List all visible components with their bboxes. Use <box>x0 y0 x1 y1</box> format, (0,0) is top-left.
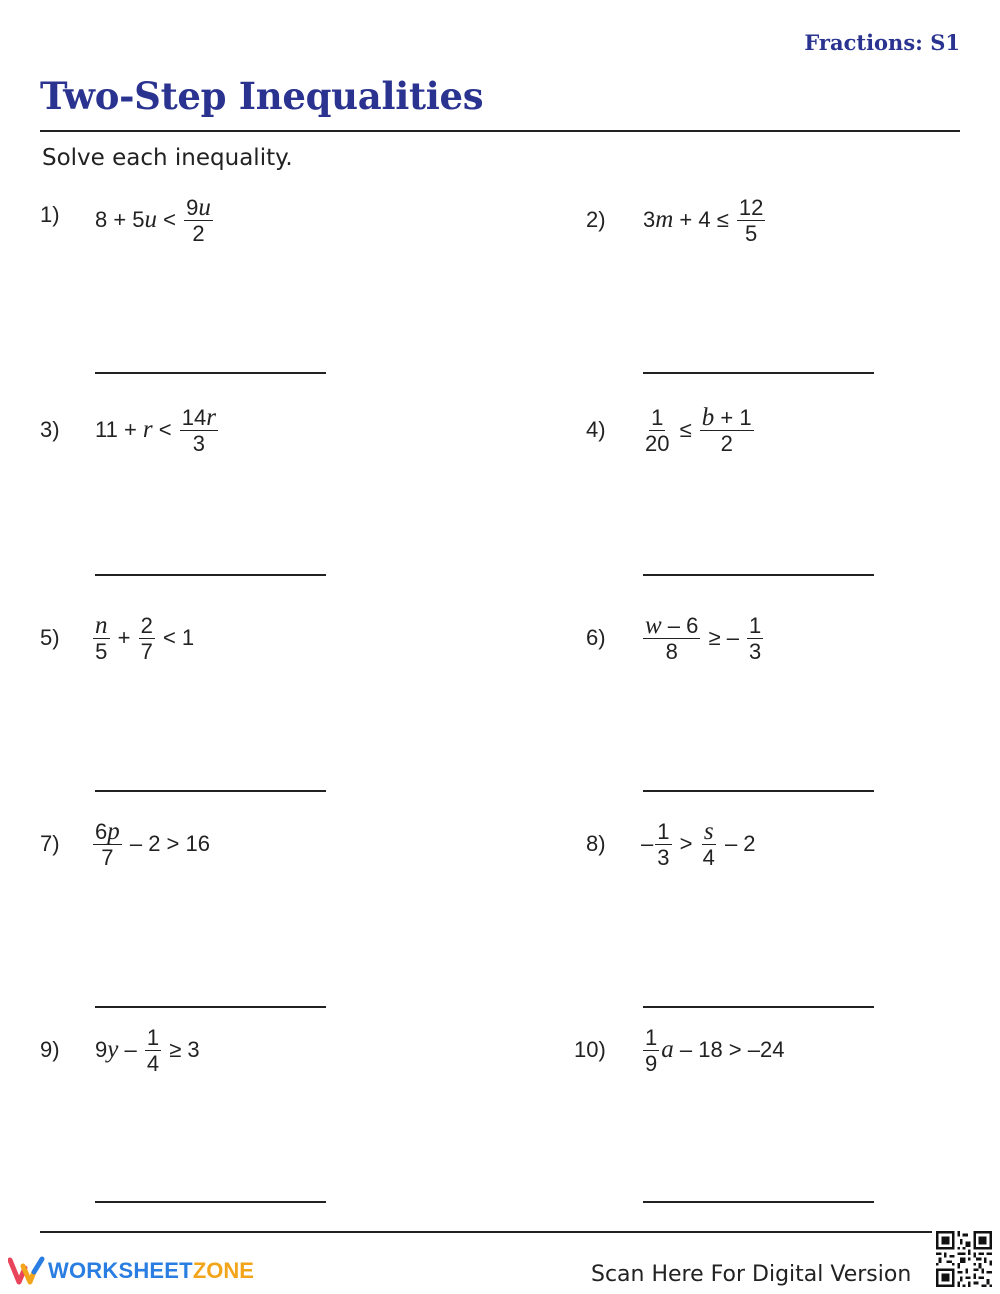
answer-line[interactable] <box>95 1201 326 1203</box>
fraction: $\frac{1}{9}$ <box>645 1024 658 1076</box>
logo-w-icon <box>8 1256 48 1286</box>
page-title: Two-Step Inequalities <box>40 74 484 118</box>
answer-line[interactable] <box>95 790 326 792</box>
brand-main: WORKSHEET <box>48 1258 193 1283</box>
problem-number: 2) <box>586 207 606 232</box>
fraction: $\frac{n}{5}$ <box>95 611 108 664</box>
footer-divider <box>40 1231 932 1233</box>
fraction: $\frac{14r}{3}$ <box>181 403 216 456</box>
problem-expression: $\frac{1}{20}$ ≤ $\frac{b + 1}{2}$ <box>645 403 752 456</box>
problem-expression: $\frac{w - 6}{8}$ ≥ – $\frac{1}{3}$ <box>645 611 762 664</box>
problem-number: 4) <box>586 417 606 442</box>
problem-number: 6) <box>586 625 606 650</box>
answer-line[interactable] <box>643 574 874 576</box>
problem-expression: $\frac{n}{5}$ + $\frac{2}{7}$ < 1 <box>95 611 195 664</box>
problem-number: 10) <box>574 1037 606 1062</box>
problem-expression: $\frac{1}{9}$ a – 18 > –24 <box>645 1024 785 1076</box>
problem-number: 5) <box>40 625 60 650</box>
answer-line[interactable] <box>643 1201 874 1203</box>
problem-expression: 8 + 5 u < $\frac{9u}{2}$ <box>95 193 211 246</box>
fraction: $\frac{6p}{7}$ <box>95 817 120 870</box>
problem-expression: 11 + r < $\frac{14r}{3}$ <box>95 403 216 456</box>
problem-expression: $\frac{6p}{7}$ – 2 > 16 <box>95 817 210 870</box>
fraction: $\frac{w - 6}{8}$ <box>645 611 699 664</box>
problem-number: 7) <box>40 831 60 856</box>
fraction: $\frac{s}{4}$ <box>702 817 715 870</box>
problem-expression: – $\frac{1}{3}$ > $\frac{s}{4}$ – 2 <box>641 817 756 870</box>
fraction: $\frac{2}{7}$ <box>140 612 153 664</box>
qr-code-icon[interactable] <box>936 1231 992 1287</box>
answer-line[interactable] <box>643 372 874 374</box>
header-divider <box>40 130 960 132</box>
worksheetzone-logo[interactable] <box>8 1256 254 1286</box>
answer-line[interactable] <box>95 1006 326 1008</box>
fraction: $\frac{1}{4}$ <box>146 1024 160 1076</box>
fraction: $\frac{b + 1}{2}$ <box>701 403 752 456</box>
problem-number: 9) <box>40 1037 60 1062</box>
answer-line[interactable] <box>643 1006 874 1008</box>
problem-number: 8) <box>586 831 606 856</box>
instructions: Solve each inequality. <box>42 145 293 171</box>
problem-expression: 9 y – $\frac{1}{4}$ ≥ 3 <box>95 1024 200 1076</box>
problem-number: 3) <box>40 417 60 442</box>
fraction: $\frac{1}{3}$ <box>749 612 762 664</box>
fraction: $\frac{1}{20}$ <box>645 404 670 456</box>
answer-line[interactable] <box>95 574 326 576</box>
problem-number: 1) <box>40 202 60 227</box>
brand-accent: ZONE <box>192 1258 254 1283</box>
fraction: $\frac{1}{3}$ <box>657 818 670 870</box>
fraction: $\frac{12}{5}$ <box>738 194 764 246</box>
worksheet-tag: Fractions: S1 <box>804 30 960 55</box>
answer-line[interactable] <box>95 372 326 374</box>
scan-text: Scan Here For Digital Version <box>591 1262 912 1287</box>
fraction: $\frac{9u}{2}$ <box>186 193 211 246</box>
answer-line[interactable] <box>643 790 874 792</box>
problem-expression: 3 m + 4 ≤ $\frac{12}{5}$ <box>643 194 764 246</box>
